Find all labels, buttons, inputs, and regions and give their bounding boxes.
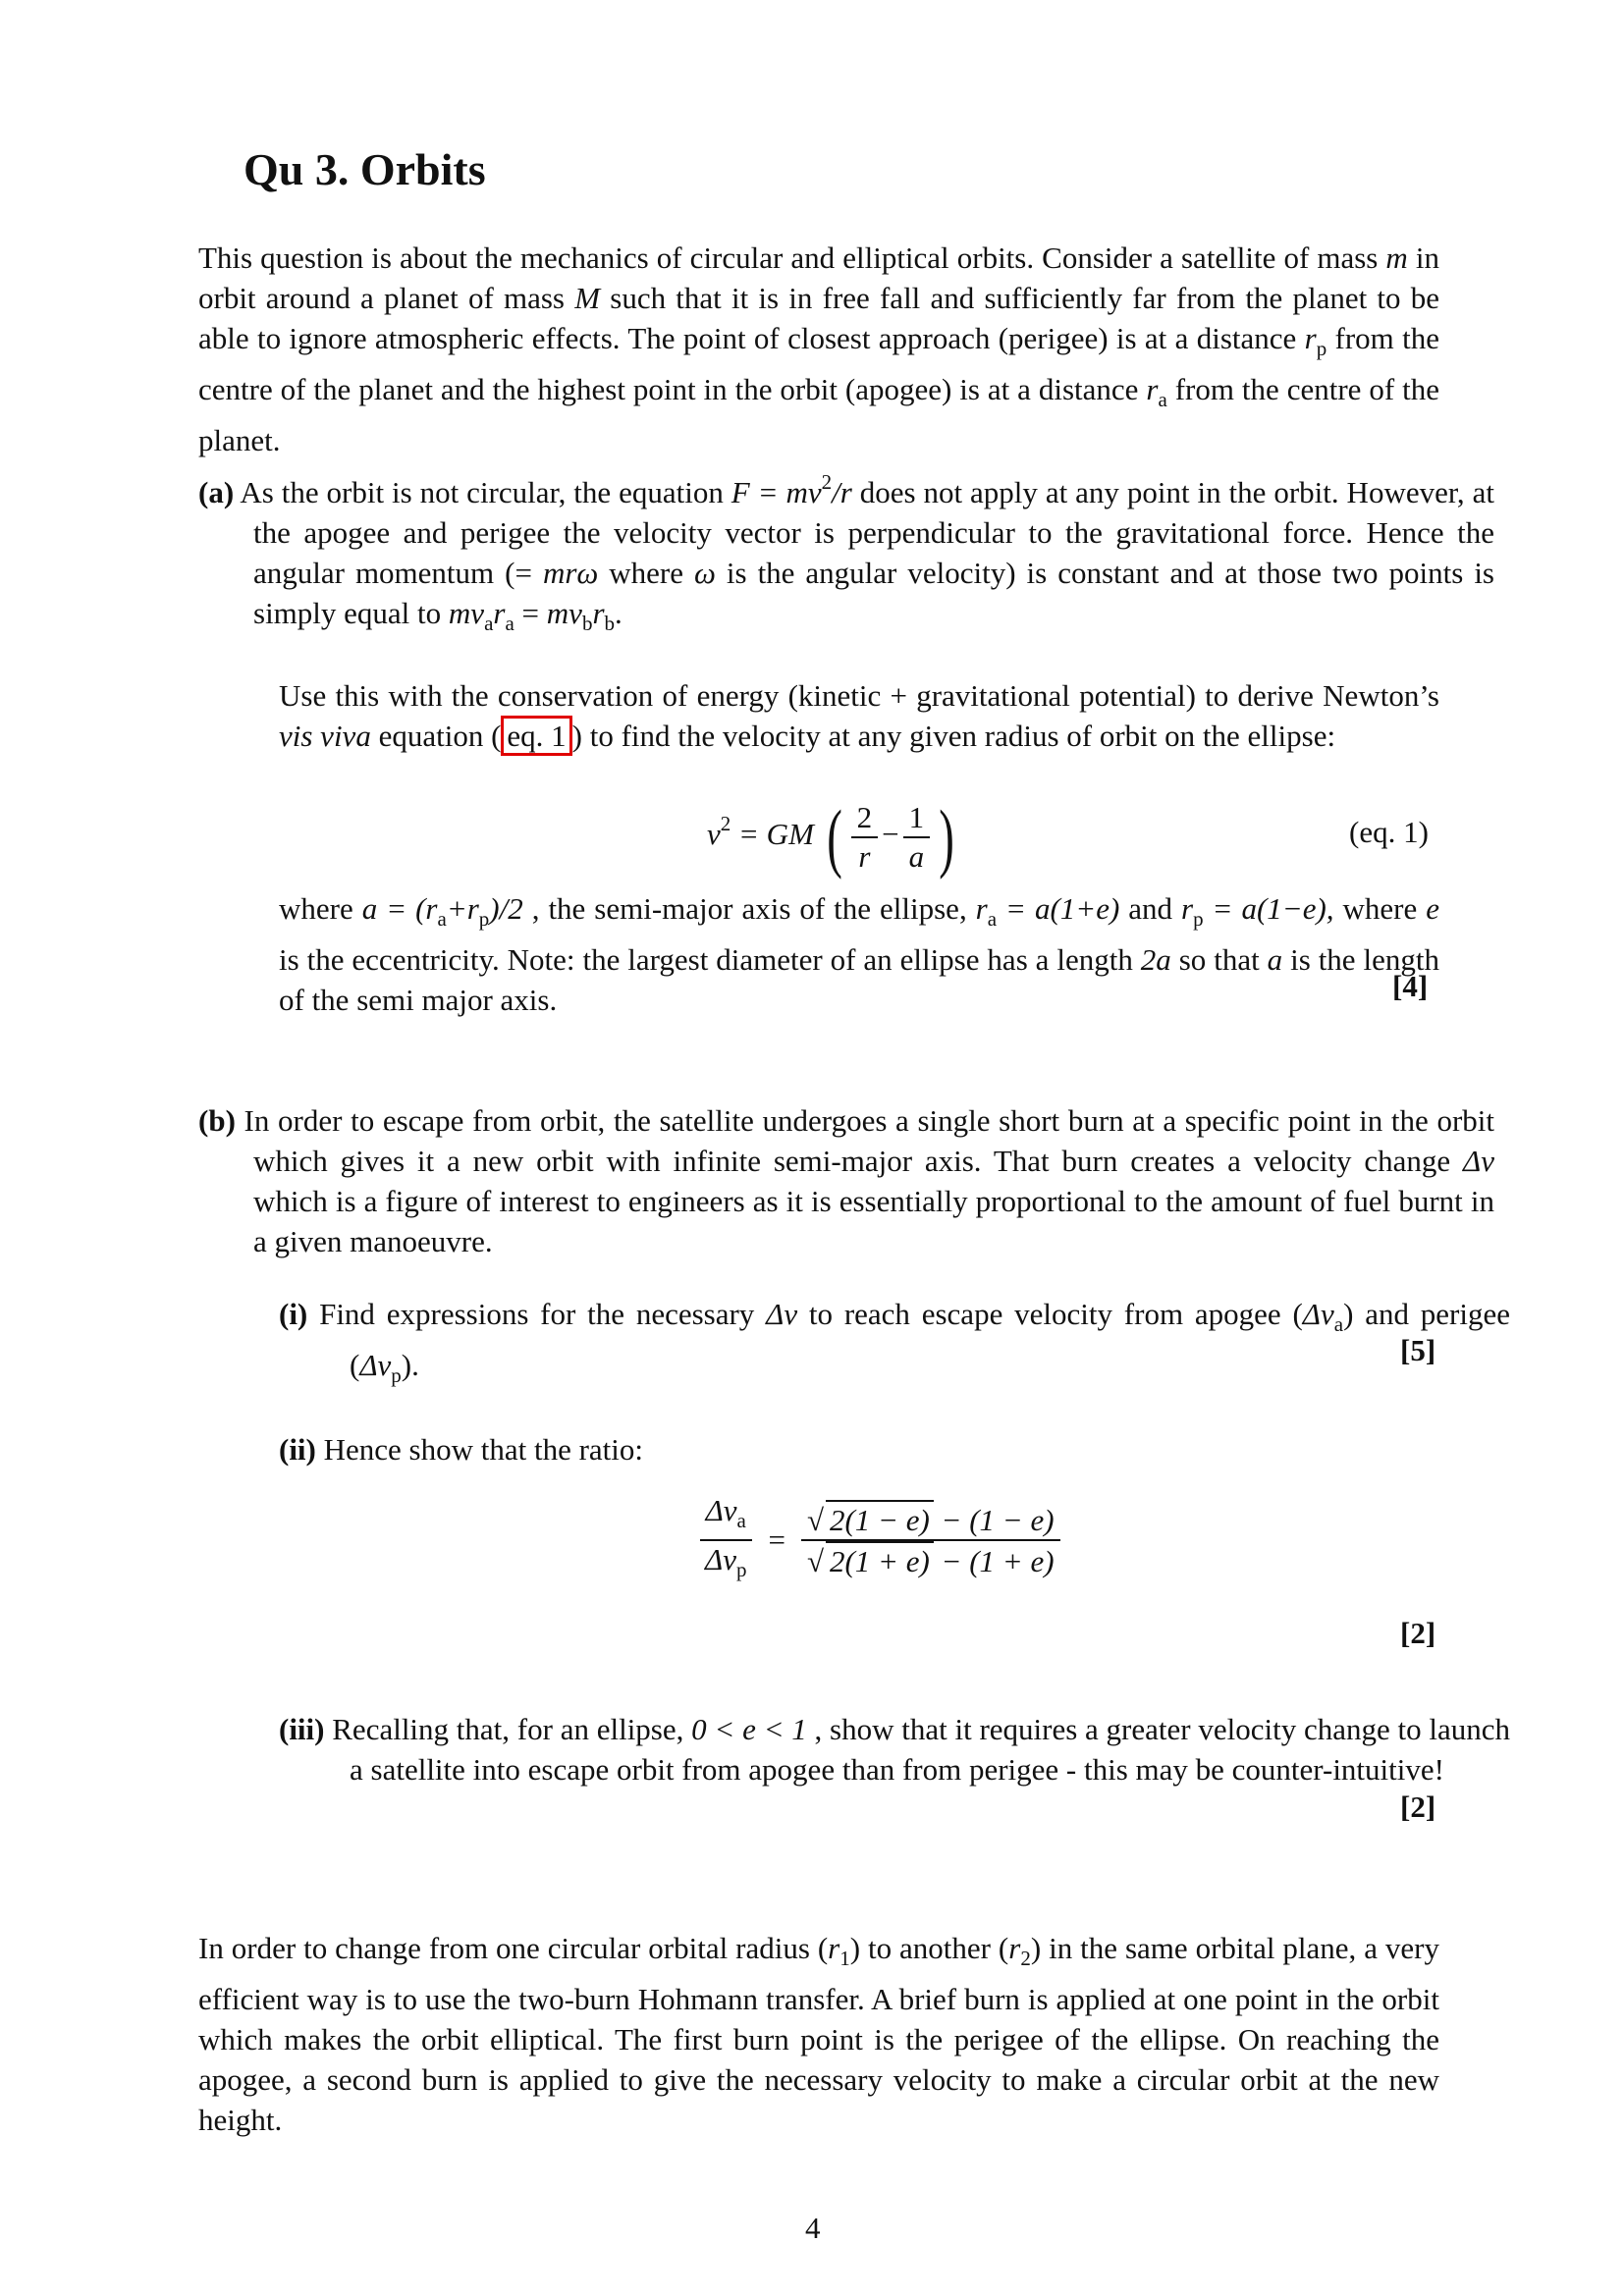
delta-v-p: Δv xyxy=(359,1348,392,1382)
eq1-v: v xyxy=(707,817,721,852)
part-b-iii-mark: [2] xyxy=(1400,1789,1436,1824)
part-a-label: (a) xyxy=(198,475,235,509)
r-a: r xyxy=(975,891,988,926)
intro-text: This question is about the mechanics of circular and elliptical orbits. Consider a satellite of mass xyxy=(198,240,1386,275)
part-b-ii-mark: [2] xyxy=(1400,1616,1436,1650)
part-b-i-mark: [5] xyxy=(1400,1333,1436,1367)
part-b-text: In order to escape from orbit, the satellite undergoes a single short burn at a specific point in the orbit which gives it a new orbit with infinite semi-major axis. That burn creates a velocity change xyxy=(235,1103,1494,1178)
part-a-text: and xyxy=(1119,891,1181,926)
part-b-i-text: ). xyxy=(401,1348,419,1382)
intro-text: from the centre of the planet and the highest point in the orbit (apogee) is at a distance xyxy=(198,321,1439,406)
a-var: a xyxy=(1267,942,1283,977)
vis-viva-term: vis viva xyxy=(279,719,371,753)
hohmann-text: ) to another ( xyxy=(849,1931,1009,1965)
mass-M: M xyxy=(574,281,601,315)
intro-text: such that it is in free fall and sufficiently far from the planet to be able to ignore atmospheric effects. The point of closest approach (perigee) is at a distance xyxy=(198,281,1439,355)
subscript-p: p xyxy=(391,1363,402,1387)
part-a-where-paragraph xyxy=(279,888,1439,1020)
subscript-b: b xyxy=(581,612,593,635)
lhs-fraction xyxy=(699,1492,752,1588)
intro-paragraph xyxy=(198,238,1439,460)
a-definition-end: )/2 xyxy=(489,891,523,926)
part-a-text: As the orbit is not circular, the equation xyxy=(234,475,731,509)
subscript-a: a xyxy=(1158,388,1167,411)
sqrt-symbol: √ 2(1 + e) xyxy=(807,1541,934,1580)
part-a-text: is the length of the semi major axis. xyxy=(279,942,1439,1017)
a-definition: a = (r xyxy=(361,891,438,926)
subscript-a: a xyxy=(1333,1312,1344,1336)
part-b-iii-text: , show that it requires a greater velocity change to launch a satellite into escape orbit from apogee than from perigee - this may be counter-intuitive! xyxy=(350,1712,1510,1787)
part-a-text: where xyxy=(1333,891,1427,926)
subscript-p: p xyxy=(1193,907,1204,931)
mv-b: mv xyxy=(546,596,582,630)
angular-momentum-expr: mrω xyxy=(542,556,599,590)
sqrt-symbol: √ 2(1 − e) xyxy=(807,1500,934,1539)
part-b-paragraph xyxy=(198,1100,1494,1261)
r2: r xyxy=(1008,1931,1021,1965)
force-equation: F = mv xyxy=(731,475,822,509)
subscript-p: p xyxy=(1316,337,1327,360)
mass-m: m xyxy=(1385,240,1408,275)
part-a-text: equation ( xyxy=(370,719,502,753)
r-apogee: r xyxy=(1146,372,1159,406)
eq1-numerator: 1 xyxy=(903,799,931,838)
delta-v-p: Δv xyxy=(705,1542,736,1576)
subscript-p: p xyxy=(478,907,490,931)
r1: r xyxy=(828,1931,840,1965)
part-a-text: is the angular velocity) is constant and at those two points is simply equal to xyxy=(253,556,1494,630)
eq1-denominator: r xyxy=(858,839,871,874)
two-a: 2a xyxy=(1140,942,1171,977)
left-paren: ( xyxy=(826,794,842,880)
r-perigee: r xyxy=(1304,321,1317,355)
superscript-2: 2 xyxy=(720,812,731,836)
right-paren: ) xyxy=(939,794,954,880)
subscript-b: b xyxy=(604,612,616,635)
part-a-text: where xyxy=(598,556,695,590)
part-a-text: Use this with the conservation of energy (kinetic + gravitational potential) to derive Newton’s xyxy=(279,678,1439,713)
hohmann-paragraph xyxy=(198,1928,1439,2140)
eccentricity-inequality: 0 < e < 1 xyxy=(691,1712,807,1746)
r-a: r xyxy=(493,596,506,630)
part-b-text: which is a figure of interest to engineers as it is essentially proportional to the amount of fuel burnt in a given manoeuvre. xyxy=(253,1184,1494,1258)
part-a-text: ) to find the velocity at any given radius of orbit on the ellipse: xyxy=(571,719,1336,753)
eq1-gm: = GM xyxy=(731,817,822,852)
part-a-text: does not apply at any point in the orbit. However, at the apogee and perigee the velocity vector is perpendicular to the gravitational force. Hence the angular momentum (= xyxy=(253,475,1494,590)
part-b-ii-paragraph xyxy=(279,1429,1439,1469)
subscript-2: 2 xyxy=(1020,1947,1031,1970)
equation-1 xyxy=(707,793,959,881)
rhs-num-rest: − (1 − e) xyxy=(933,1503,1055,1537)
part-b-i-paragraph xyxy=(279,1294,1510,1396)
part-a-paragraph xyxy=(198,462,1494,644)
question-title: Qu 3. Orbits xyxy=(244,144,486,194)
lhs-denominator xyxy=(699,1541,752,1588)
r-b: r xyxy=(592,596,605,630)
part-a-text: , the semi-major axis of the ellipse, xyxy=(522,891,976,926)
part-b-i-text: ) and perigee ( xyxy=(350,1297,1510,1382)
subscript-a: a xyxy=(987,907,998,931)
rp-definition: = a(1−e), xyxy=(1203,891,1334,926)
omega-symbol: ω xyxy=(694,556,716,590)
fraction-1-over-a xyxy=(903,799,931,876)
sqrt-radicand: 2(1 − e) xyxy=(826,1500,934,1539)
minus-sign: − xyxy=(882,817,899,852)
subscript-a: a xyxy=(484,612,494,635)
eq1-link[interactable]: eq. 1 xyxy=(501,716,571,756)
rhs-fraction xyxy=(801,1500,1060,1580)
subscript-a: a xyxy=(736,1509,746,1532)
part-b-label: (b) xyxy=(198,1103,236,1138)
part-b-ii-text: Hence show that the ratio: xyxy=(315,1432,644,1467)
delta-v-a: Δv xyxy=(1302,1297,1334,1331)
ratio-equation xyxy=(695,1492,1064,1588)
intro-text: from the centre of the planet. xyxy=(198,372,1439,457)
part-a-mark: [4] xyxy=(1392,969,1429,1003)
superscript-2: 2 xyxy=(821,470,833,494)
ra-definition: = a(1+e) xyxy=(997,891,1120,926)
equals-sign: = xyxy=(768,1522,785,1557)
eq1-denominator: a xyxy=(908,839,925,874)
lhs-numerator xyxy=(700,1492,752,1541)
part-b-ii-label: (ii) xyxy=(279,1432,316,1467)
part-a-text: so that xyxy=(1170,942,1268,977)
eq1-tag: (eq. 1) xyxy=(1349,815,1429,849)
eccentricity-e: e xyxy=(1426,891,1439,926)
sqrt-radicand: 2(1 + e) xyxy=(826,1541,934,1580)
part-b-i-text: to reach escape velocity from apogee ( xyxy=(797,1297,1303,1331)
delta-v: Δv xyxy=(766,1297,798,1331)
delta-v: Δv xyxy=(1463,1144,1494,1178)
hohmann-text: ) in the same orbital plane, a very efficient way is to use the two-burn Hohmann transfer. A brief burn is applied at one point in the orbit which makes the orbit elliptical. The first burn point is the perigee of the ellipse. On reaching the apogee, a second burn is applied to give the necessary velocity to make a circular orbit at the new height. xyxy=(198,1931,1440,2137)
period: . xyxy=(615,596,623,630)
mv-a: mv xyxy=(448,596,485,630)
part-a-text: is the eccentricity. Note: the largest diameter of an ellipse has a length xyxy=(279,942,1141,977)
rhs-den-rest: − (1 + e) xyxy=(933,1544,1055,1578)
subscript-a: a xyxy=(437,907,447,931)
part-b-i-text: Find expressions for the necessary xyxy=(307,1297,767,1331)
rhs-denominator xyxy=(801,1541,1060,1580)
fraction-2-over-r xyxy=(851,799,879,876)
part-b-i-label: (i) xyxy=(279,1297,308,1331)
part-b-iii-text: Recalling that, for an ellipse, xyxy=(324,1712,692,1746)
subscript-a: a xyxy=(505,612,514,635)
part-a-use-paragraph xyxy=(279,675,1439,756)
r-p: r xyxy=(1181,891,1194,926)
hohmann-text: In order to change from one circular orbital radius ( xyxy=(198,1931,829,1965)
subscript-p: p xyxy=(735,1558,747,1581)
part-b-iii-label: (iii) xyxy=(279,1712,325,1746)
plus-r: +r xyxy=(446,891,479,926)
page-number: 4 xyxy=(805,2211,821,2245)
rhs-numerator xyxy=(801,1500,1060,1541)
intro-text: in orbit around a planet of mass xyxy=(198,240,1439,315)
subscript-1: 1 xyxy=(839,1947,850,1970)
eq1-numerator: 2 xyxy=(851,799,879,838)
equals-sign: = xyxy=(514,596,547,630)
force-equation-end: /r xyxy=(832,475,852,509)
part-a-text: where xyxy=(279,891,362,926)
part-b-iii-paragraph xyxy=(279,1709,1510,1789)
delta-v-a: Δv xyxy=(705,1493,737,1527)
